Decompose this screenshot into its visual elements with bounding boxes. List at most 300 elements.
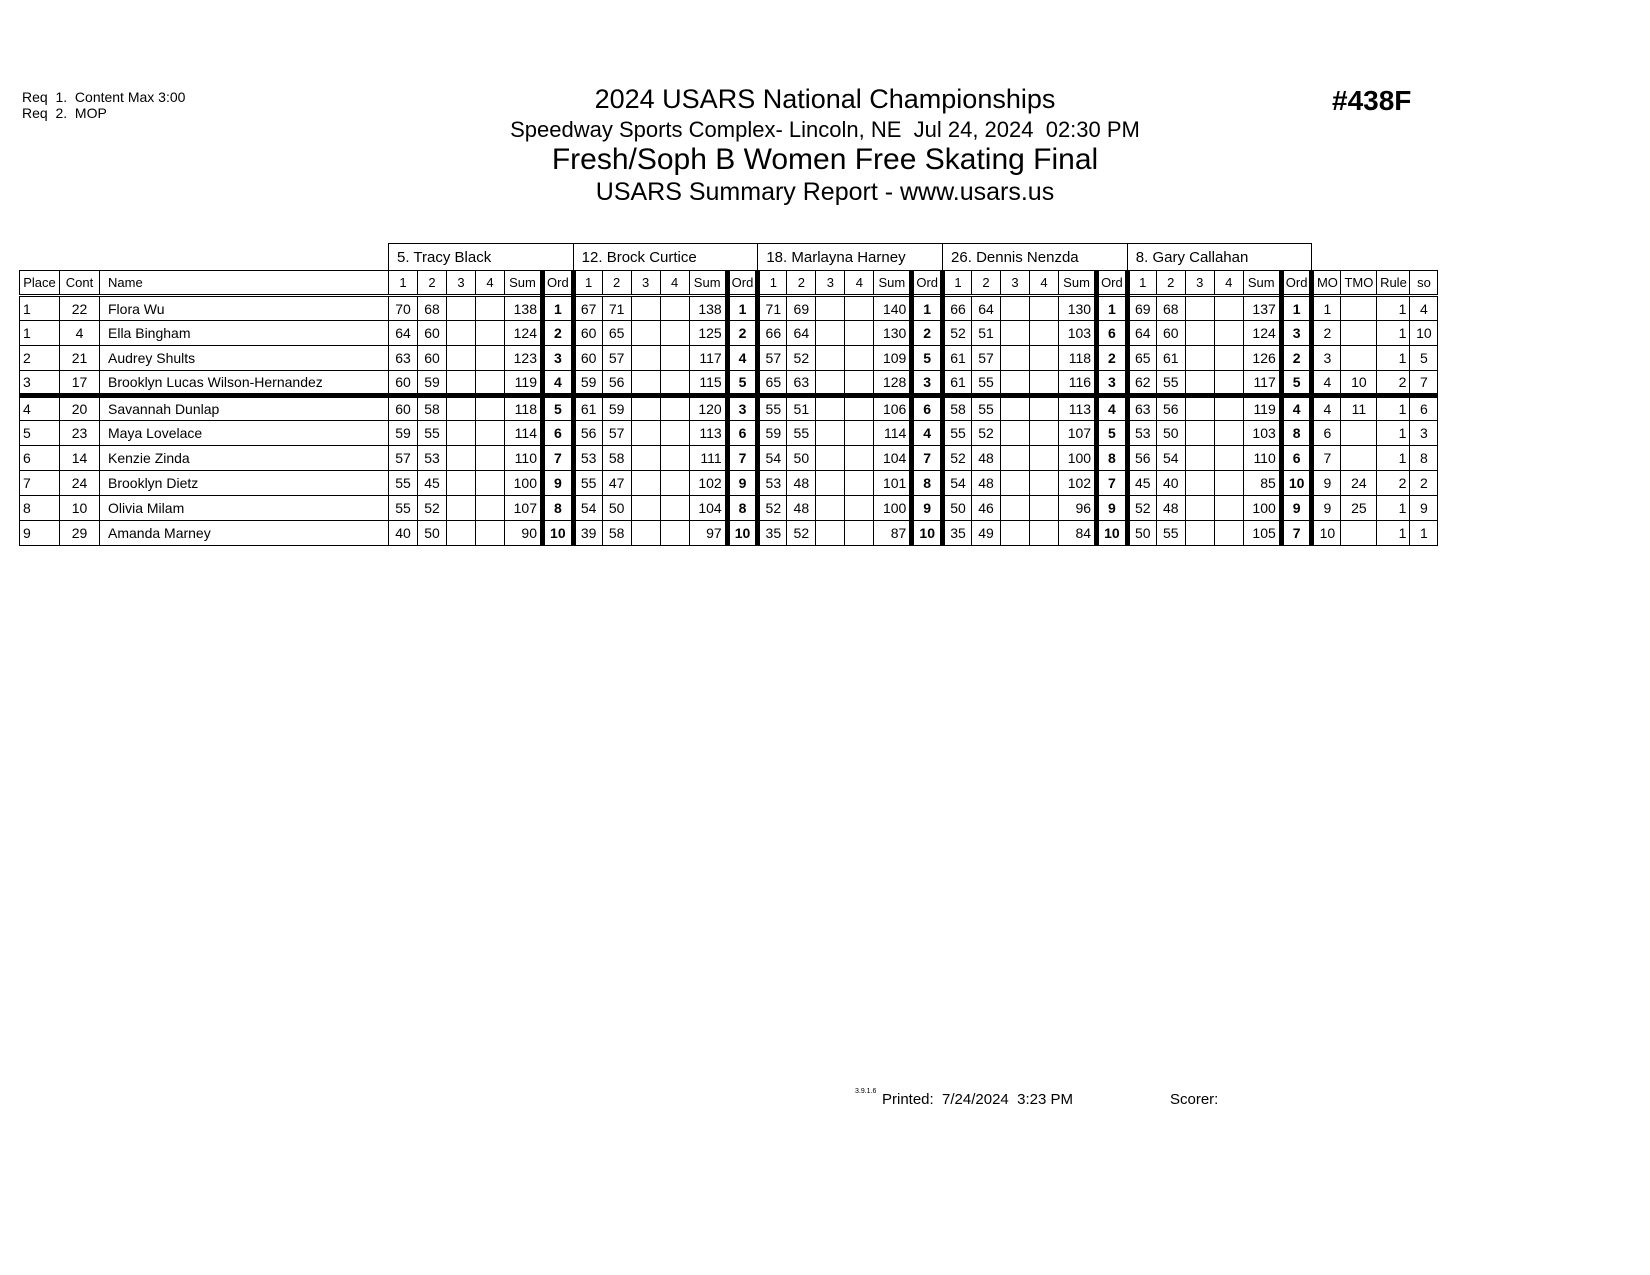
score-4 [1030,471,1059,496]
score-3 [1185,471,1214,496]
col-header-judge-sum: Sum [874,271,912,296]
score-2: 50 [602,496,631,521]
score-2: 63 [787,371,816,396]
requirement-1: Req 1. Content Max 3:00 [22,89,186,105]
score-3 [631,396,660,421]
ordinal: 5 [727,371,758,396]
majority-ordinal: 3 [1312,346,1341,371]
score-3 [1185,321,1214,346]
score-3 [816,471,845,496]
skater-name: Olivia Milam [100,496,389,521]
col-header-judge-ord: Ord [912,271,943,296]
score-4 [1030,496,1059,521]
score-1: 59 [758,421,787,446]
ordinal: 3 [912,371,943,396]
score-sum: 100 [874,496,912,521]
score-1: 62 [1127,371,1156,396]
score-4 [476,296,505,321]
table-row [20,521,1438,546]
score-1: 67 [573,296,602,321]
score-4 [660,321,689,346]
place: 1 [20,296,60,321]
col-header-judge-2: 2 [1156,271,1185,296]
score-3 [631,446,660,471]
ordinal: 1 [912,296,943,321]
score-2: 50 [418,521,447,546]
majority-ordinal: 7 [1312,446,1341,471]
skater-name: Brooklyn Dietz [100,471,389,496]
table-row [20,496,1438,521]
score-1: 59 [389,421,418,446]
total-majority-ordinal: 11 [1341,396,1377,421]
place: 2 [20,346,60,371]
col-header-place: Place [20,271,60,296]
score-2: 71 [602,296,631,321]
judge-name: 26. Dennis Nenzda [943,244,1128,271]
score-2: 50 [1156,421,1185,446]
skater-name: Kenzie Zinda [100,446,389,471]
rule: 1 [1377,421,1410,446]
score-1: 61 [943,346,972,371]
score-sum: 90 [505,521,543,546]
col-header-judge-4: 4 [845,271,874,296]
score-sum: 113 [689,421,727,446]
skater-name: Savannah Dunlap [100,396,389,421]
skater-name: Maya Lovelace [100,421,389,446]
score-3 [1185,346,1214,371]
score-3 [447,346,476,371]
score-4 [660,371,689,396]
score-4 [1030,446,1059,471]
table-row [20,471,1438,496]
score-2: 59 [418,371,447,396]
col-header-judge-4: 4 [476,271,505,296]
ordinal: 3 [1281,321,1312,346]
score-2: 45 [418,471,447,496]
score-1: 54 [758,446,787,471]
score-3 [447,321,476,346]
score-3 [447,296,476,321]
place: 9 [20,521,60,546]
score-4 [660,396,689,421]
score-4 [845,521,874,546]
score-4 [1214,521,1243,546]
score-4 [1030,521,1059,546]
score-2: 59 [602,396,631,421]
table-row [20,421,1438,446]
score-2: 52 [972,421,1001,446]
score-4 [1214,496,1243,521]
score-4 [845,346,874,371]
score-1: 66 [758,321,787,346]
score-1: 53 [1127,421,1156,446]
ordinal: 9 [912,496,943,521]
score-4 [845,496,874,521]
judges-header-row [20,244,1438,271]
score-sum: 84 [1059,521,1097,546]
col-header-rule: Rule [1377,271,1410,296]
total-majority-ordinal: 24 [1341,471,1377,496]
score-3 [1001,296,1030,321]
score-2: 60 [418,321,447,346]
score-sum: 128 [874,371,912,396]
ordinal: 7 [912,446,943,471]
ordinal: 4 [1281,396,1312,421]
score-1: 53 [758,471,787,496]
score-1: 56 [1127,446,1156,471]
col-header-judge-1: 1 [389,271,418,296]
score-1: 60 [389,396,418,421]
score-2: 53 [418,446,447,471]
col-header-judge-ord: Ord [727,271,758,296]
majority-ordinal: 6 [1312,421,1341,446]
contestant-number: 20 [60,396,100,421]
venue-date: Speedway Sports Complex- Lincoln, NE Jul 24, 2024 02:30 PM [510,117,1140,142]
score-4 [1214,321,1243,346]
score-1: 35 [943,521,972,546]
rule: 1 [1377,396,1410,421]
col-header-judge-4: 4 [1214,271,1243,296]
ordinal: 6 [1097,321,1128,346]
score-2: 51 [972,321,1001,346]
ordinal: 8 [543,496,574,521]
score-sum: 137 [1243,296,1281,321]
score-1: 53 [573,446,602,471]
ordinal: 5 [1097,421,1128,446]
score-2: 58 [418,396,447,421]
score-2: 51 [787,396,816,421]
score-1: 58 [943,396,972,421]
score-4 [1214,446,1243,471]
ordinal: 9 [727,471,758,496]
ordinal: 1 [1281,296,1312,321]
ordinal: 4 [1097,396,1128,421]
event-number: #438F [1332,85,1412,116]
score-3 [816,421,845,446]
col-header-so: so [1410,271,1438,296]
ordinal: 9 [543,471,574,496]
score-3 [1001,321,1030,346]
score-1: 64 [1127,321,1156,346]
ordinal: 6 [912,396,943,421]
judge-name: 8. Gary Callahan [1127,244,1312,271]
ordinal: 10 [1281,471,1312,496]
score-3 [447,396,476,421]
col-header-judge-1: 1 [1127,271,1156,296]
majority-ordinal: 2 [1312,321,1341,346]
col-header-judge-3: 3 [1185,271,1214,296]
score-sum: 123 [505,346,543,371]
score-4 [1214,296,1243,321]
total-majority-ordinal [1341,421,1377,446]
score-sum: 124 [505,321,543,346]
score-sum: 103 [1059,321,1097,346]
col-header-judge-ord: Ord [1281,271,1312,296]
ordinal: 5 [912,346,943,371]
score-2: 55 [1156,371,1185,396]
score-4 [845,471,874,496]
score-1: 57 [389,446,418,471]
score-1: 60 [573,321,602,346]
score-1: 39 [573,521,602,546]
score-2: 57 [602,346,631,371]
col-header-tmo: TMO [1341,271,1377,296]
score-1: 52 [758,496,787,521]
judge-name: 5. Tracy Black [389,244,574,271]
score-2: 64 [787,321,816,346]
event-title: Fresh/Soph B Women Free Skating Final [551,143,1099,176]
score-4 [476,346,505,371]
table-row [20,446,1438,471]
place: 3 [20,371,60,396]
score-4 [660,471,689,496]
competition-title: 2024 USARS National Championships [594,84,1056,114]
skater-name: Audrey Shults [100,346,389,371]
ordinal: 1 [1097,296,1128,321]
score-sum: 138 [505,296,543,321]
place: 5 [20,421,60,446]
score-1: 60 [389,371,418,396]
score-4 [476,421,505,446]
score-sum: 138 [689,296,727,321]
score-4 [476,496,505,521]
score-sum: 97 [689,521,727,546]
score-sum: 124 [1243,321,1281,346]
score-sum: 113 [1059,396,1097,421]
rule: 1 [1377,521,1410,546]
contestant-number: 14 [60,446,100,471]
judges-spacer-right [1312,244,1438,271]
score-1: 50 [1127,521,1156,546]
requirement-2: Req 2. MOP [22,105,107,121]
score-sum: 107 [1059,421,1097,446]
table-row [20,296,1438,321]
ordinal: 1 [543,296,574,321]
total-majority-ordinal [1341,446,1377,471]
score-2: 48 [787,496,816,521]
score-4 [660,496,689,521]
skate-order: 9 [1410,496,1438,521]
score-4 [845,321,874,346]
score-3 [816,346,845,371]
score-1: 50 [943,496,972,521]
score-sum: 107 [505,496,543,521]
score-1: 64 [389,321,418,346]
score-2: 54 [1156,446,1185,471]
score-3 [1001,446,1030,471]
col-header-judge-1: 1 [943,271,972,296]
score-2: 55 [1156,521,1185,546]
majority-ordinal: 4 [1312,371,1341,396]
score-4 [476,446,505,471]
score-3 [447,446,476,471]
score-4 [660,346,689,371]
score-4 [476,396,505,421]
score-3 [1185,371,1214,396]
skate-order: 8 [1410,446,1438,471]
ordinal: 8 [1097,446,1128,471]
table-row [20,346,1438,371]
score-1: 54 [943,471,972,496]
score-2: 60 [418,346,447,371]
ordinal: 6 [543,421,574,446]
ordinal: 10 [1097,521,1128,546]
score-sum: 118 [1059,346,1097,371]
col-header-judge-4: 4 [660,271,689,296]
score-1: 52 [1127,496,1156,521]
contestant-number: 24 [60,471,100,496]
score-3 [447,521,476,546]
score-3 [1001,346,1030,371]
score-4 [660,521,689,546]
ordinal: 4 [543,371,574,396]
score-sum: 117 [1243,371,1281,396]
score-1: 54 [573,496,602,521]
score-4 [476,371,505,396]
score-3 [631,496,660,521]
skate-order: 1 [1410,521,1438,546]
judge-name: 12. Brock Curtice [573,244,758,271]
place: 8 [20,496,60,521]
score-3 [816,296,845,321]
total-majority-ordinal [1341,346,1377,371]
col-header-judge-sum: Sum [505,271,543,296]
ordinal: 3 [727,396,758,421]
score-3 [1001,471,1030,496]
score-1: 61 [573,396,602,421]
judge-name: 18. Marlayna Harney [758,244,943,271]
score-sum: 111 [689,446,727,471]
majority-ordinal: 1 [1312,296,1341,321]
score-3 [816,396,845,421]
score-3 [447,371,476,396]
score-3 [447,421,476,446]
col-header-judge-1: 1 [758,271,787,296]
majority-ordinal: 9 [1312,496,1341,521]
results-table [19,243,1438,546]
skater-name: Ella Bingham [100,321,389,346]
score-1: 52 [943,446,972,471]
score-1: 35 [758,521,787,546]
score-1: 65 [1127,346,1156,371]
score-4 [1214,421,1243,446]
skater-name: Brooklyn Lucas Wilson-Hernandez [100,371,389,396]
score-2: 58 [602,521,631,546]
col-header-judge-3: 3 [816,271,845,296]
majority-ordinal: 9 [1312,471,1341,496]
score-2: 52 [418,496,447,521]
score-2: 56 [1156,396,1185,421]
skate-order: 7 [1410,371,1438,396]
score-sum: 104 [874,446,912,471]
score-1: 55 [389,496,418,521]
col-header-judge-sum: Sum [689,271,727,296]
score-sum: 104 [689,496,727,521]
col-header-judge-2: 2 [972,271,1001,296]
ordinal: 7 [1281,521,1312,546]
printed-timestamp: Printed: 7/24/2024 3:23 PM [882,1091,1073,1108]
ordinal: 2 [1097,346,1128,371]
contestant-number: 23 [60,421,100,446]
column-header-row [20,271,1438,296]
score-2: 57 [972,346,1001,371]
score-1: 55 [758,396,787,421]
score-4 [845,296,874,321]
ordinal: 2 [727,321,758,346]
score-4 [1214,346,1243,371]
score-sum: 114 [505,421,543,446]
ordinal: 2 [543,321,574,346]
score-sum: 126 [1243,346,1281,371]
report-title: USARS Summary Report - www.usars.us [595,178,1055,206]
score-3 [631,296,660,321]
score-1: 63 [389,346,418,371]
rule: 1 [1377,496,1410,521]
score-3 [1001,496,1030,521]
score-2: 46 [972,496,1001,521]
skate-order: 4 [1410,296,1438,321]
score-4 [845,371,874,396]
score-1: 61 [943,371,972,396]
score-3 [631,471,660,496]
rule: 2 [1377,371,1410,396]
score-4 [845,396,874,421]
score-sum: 140 [874,296,912,321]
score-sum: 118 [505,396,543,421]
total-majority-ordinal [1341,321,1377,346]
contestant-number: 21 [60,346,100,371]
score-sum: 119 [505,371,543,396]
score-4 [1030,296,1059,321]
ordinal: 6 [727,421,758,446]
score-2: 55 [972,396,1001,421]
majority-ordinal: 4 [1312,396,1341,421]
score-4 [1030,396,1059,421]
col-header-judge-3: 3 [631,271,660,296]
col-header-cont: Cont [60,271,100,296]
score-3 [631,421,660,446]
ordinal: 9 [1097,496,1128,521]
col-header-judge-2: 2 [787,271,816,296]
score-3 [447,496,476,521]
score-sum: 110 [1243,446,1281,471]
score-2: 55 [972,371,1001,396]
score-1: 55 [389,471,418,496]
score-sum: 119 [1243,396,1281,421]
score-4 [660,421,689,446]
ordinal: 8 [727,496,758,521]
score-4 [476,321,505,346]
score-2: 68 [1156,296,1185,321]
score-2: 52 [787,521,816,546]
ordinal: 2 [912,321,943,346]
score-3 [816,321,845,346]
score-sum: 120 [689,396,727,421]
ordinal: 7 [543,446,574,471]
score-4 [1030,371,1059,396]
table-row [20,396,1438,421]
score-2: 57 [602,421,631,446]
score-sum: 117 [689,346,727,371]
col-header-name: Name [100,271,389,296]
score-3 [1185,421,1214,446]
score-4 [1030,421,1059,446]
col-header-judge-3: 3 [447,271,476,296]
score-sum: 115 [689,371,727,396]
score-sum: 96 [1059,496,1097,521]
score-2: 55 [418,421,447,446]
score-2: 55 [787,421,816,446]
